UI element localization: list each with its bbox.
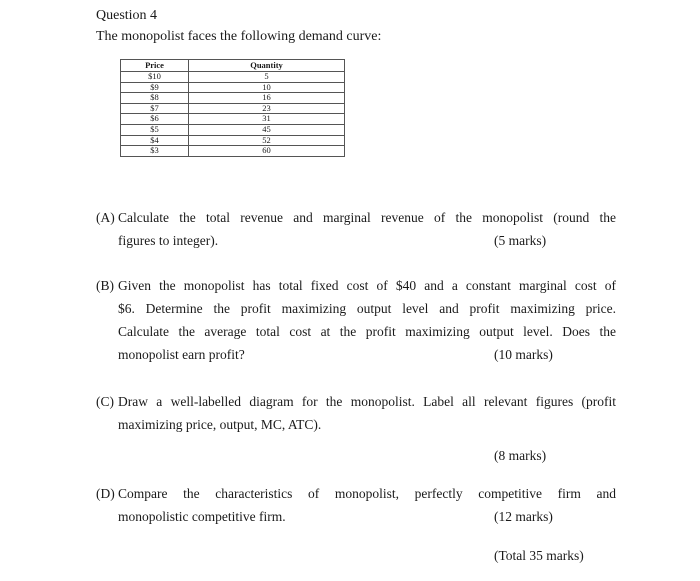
part-b-label: (B) — [96, 278, 114, 293]
table-row — [121, 72, 345, 83]
price-cell: $5 — [121, 124, 189, 135]
table-row — [121, 93, 345, 104]
quantity-cell: 45 — [189, 124, 345, 135]
part-d-label: (D) — [96, 486, 115, 501]
part-d-line1: Compare the characteristics of monopolist, perfectly competitive firm and — [118, 486, 616, 501]
price-header: Price — [121, 60, 189, 72]
quantity-cell: 60 — [189, 146, 345, 157]
quantity-header: Quantity — [189, 60, 345, 72]
part-a-label: (A) — [96, 210, 115, 225]
total-marks: (Total 35 marks) — [494, 548, 584, 563]
part-d-marks: (12 marks) — [494, 509, 553, 524]
part-c-line1: Draw a well-labelled diagram for the monopolist. Label all relevant figures (profit — [118, 394, 616, 409]
part-c — [96, 390, 616, 467]
table-row — [121, 114, 345, 125]
part-a-line2: figures to integer). — [118, 233, 219, 248]
quantity-cell: 31 — [189, 114, 345, 125]
quantity-cell: 52 — [189, 135, 345, 146]
quantity-cell: 16 — [189, 93, 345, 104]
part-d — [96, 482, 616, 528]
part-c-marks: (8 marks) — [494, 448, 547, 463]
part-b-line2: $6. Determine the profit maximizing output level and profit maximizing price. — [118, 301, 616, 316]
table-row — [121, 124, 345, 135]
price-cell: $8 — [121, 93, 189, 104]
part-c-label: (C) — [96, 394, 114, 409]
price-cell: $9 — [121, 82, 189, 93]
table-row — [121, 146, 345, 157]
part-a — [96, 206, 616, 252]
quantity-cell: 5 — [189, 72, 345, 83]
part-b — [96, 274, 616, 366]
price-cell: $4 — [121, 135, 189, 146]
part-a-line1: Calculate the total revenue and marginal revenue of the monopolist (round the — [118, 210, 616, 225]
price-cell: $10 — [121, 72, 189, 83]
part-d-line2: monopolistic competitive firm. — [118, 509, 286, 524]
table-row — [121, 82, 345, 93]
price-cell: $7 — [121, 103, 189, 114]
part-b-marks: (10 marks) — [494, 347, 553, 362]
part-c-line2: maximizing price, output, MC, ATC). — [118, 417, 322, 432]
quantity-cell: 23 — [189, 103, 345, 114]
table-header-row — [121, 60, 345, 72]
part-b-line3: Calculate the average total cost at the profit maximizing output level. Does the — [118, 324, 616, 339]
table-row — [121, 103, 345, 114]
demand-table — [120, 59, 345, 157]
price-cell: $6 — [121, 114, 189, 125]
part-b-line4: monopolist earn profit? — [118, 347, 245, 362]
part-b-line1: Given the monopolist has total fixed cost of $40 and a constant marginal cost of — [118, 278, 616, 293]
part-a-marks: (5 marks) — [494, 233, 547, 248]
intro-text: The monopolist faces the following demand curve: — [96, 29, 382, 44]
price-cell: $3 — [121, 146, 189, 157]
quantity-cell: 10 — [189, 82, 345, 93]
question-heading: Question 4 — [96, 8, 158, 23]
table-row — [121, 135, 345, 146]
